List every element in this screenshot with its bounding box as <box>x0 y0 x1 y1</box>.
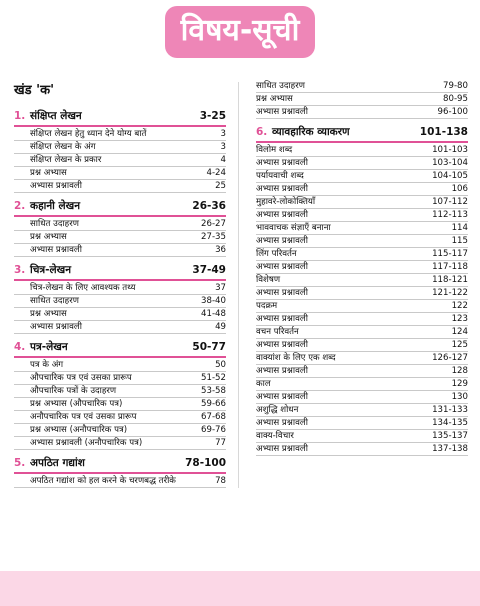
toc-entry-page: 131-133 <box>432 405 468 415</box>
toc-entry-text: अभ्यास प्रश्नावली <box>256 340 308 350</box>
toc-entry-text: अभ्यास प्रश्नावली <box>256 184 308 194</box>
toc-entry-page: 53-58 <box>201 386 226 396</box>
toc-row <box>256 248 468 261</box>
toc-entry-page: 41-48 <box>201 309 226 319</box>
toc-entry-text: औपचारिक पत्र एवं उसका प्रारूप <box>30 373 132 383</box>
section-heading <box>14 193 226 217</box>
toc-row <box>14 372 226 385</box>
toc-entry-page: 112-113 <box>432 210 468 220</box>
toc-entry-text: अभ्यास प्रश्नावली <box>256 158 308 168</box>
toc-entry-text: चित्र-लेखन के लिए आवश्यक तथ्य <box>30 283 136 293</box>
toc-entry-page: 103-104 <box>432 158 468 168</box>
toc-row <box>14 295 226 308</box>
toc-row <box>256 391 468 404</box>
toc-entry-page: 134-135 <box>432 418 468 428</box>
toc-entry-page: 80-95 <box>443 94 468 104</box>
toc-entry-text: संक्षिप्त लेखन के प्रकार <box>30 155 102 165</box>
toc-row <box>256 378 468 391</box>
toc-entry-page: 118-121 <box>432 275 468 285</box>
footer-band <box>0 571 480 606</box>
toc-entry-text: संक्षिप्त लेखन हेतु ध्यान देने योग्य बातें <box>30 129 147 139</box>
toc-entry-page: 125 <box>451 340 468 350</box>
toc-entry-page: 4-24 <box>206 168 226 178</box>
toc-row <box>14 282 226 295</box>
toc-entry-page: 36 <box>215 245 226 255</box>
toc-entry-page: 26-27 <box>201 219 226 229</box>
toc-entry-text: औपचारिक पत्रों के उदाहरण <box>30 386 117 396</box>
toc-row <box>14 308 226 321</box>
section-title: संक्षिप्त लेखन <box>30 110 82 122</box>
toc-row <box>14 128 226 141</box>
toc-row <box>14 385 226 398</box>
section-heading <box>14 257 226 281</box>
toc-row <box>14 154 226 167</box>
section-number: 2. <box>14 200 26 212</box>
toc-row <box>256 430 468 443</box>
title-area <box>0 6 480 58</box>
toc-entry-text: अभ्यास प्रश्नावली <box>30 245 82 255</box>
toc-entry-text: अभ्यास प्रश्नावली <box>256 444 308 454</box>
toc-row <box>256 339 468 352</box>
toc-entry-text: प्रश्न अभ्यास <box>30 309 67 319</box>
toc-entry-text: पत्र के अंग <box>30 360 64 370</box>
section-number: 6. <box>256 126 268 138</box>
section-heading <box>256 119 468 143</box>
section-pages: 101-138 <box>419 126 468 138</box>
section-pages: 3-25 <box>199 110 226 122</box>
toc-entry-text: विशेषण <box>256 275 281 285</box>
toc-entry-page: 77 <box>215 438 226 448</box>
toc-row <box>256 80 468 93</box>
toc-entry-page: 129 <box>451 379 468 389</box>
section-number: 1. <box>14 110 26 122</box>
toc-row <box>14 167 226 180</box>
toc-entry-page: 124 <box>451 327 468 337</box>
toc-row <box>14 359 226 372</box>
toc-row <box>256 209 468 222</box>
toc-entry-page: 3 <box>220 142 226 152</box>
toc-entry-text: अनौपचारिक पत्र एवं उसका प्रारूप <box>30 412 137 422</box>
toc-entry-page: 4 <box>220 155 226 165</box>
toc-entry-text: अभ्यास प्रश्नावली <box>256 392 308 402</box>
toc-entry-text: काल <box>256 379 271 389</box>
toc-entry-text: प्रश्न अभ्यास (अनौपचारिक पत्र) <box>30 425 128 435</box>
section-number: 3. <box>14 264 26 276</box>
toc-row <box>256 274 468 287</box>
section-pages: 78-100 <box>185 457 226 469</box>
toc-row <box>256 144 468 157</box>
section-title: पत्र-लेखन <box>30 341 68 353</box>
toc-entry-text: वचन परिवर्तन <box>256 327 299 337</box>
toc-row <box>256 365 468 378</box>
toc-entry-text: अशुद्धि शोधन <box>256 405 299 415</box>
toc-row <box>14 218 226 231</box>
toc-entry-text: साधित उदाहरण <box>30 219 79 229</box>
toc-entry-page: 50 <box>215 360 226 370</box>
toc-row <box>256 287 468 300</box>
toc-entry-text: पदक्रम <box>256 301 278 311</box>
toc-row <box>14 475 226 488</box>
toc-row <box>256 261 468 274</box>
toc-entry-page: 107-112 <box>432 197 468 207</box>
page-title: विषय-सूची <box>165 6 316 58</box>
toc-entry-text: वाक्य-विचार <box>256 431 294 441</box>
section-title: व्यावहारिक व्याकरण <box>272 126 350 138</box>
toc-row <box>14 398 226 411</box>
section-pages: 26-36 <box>192 200 226 212</box>
toc-entry-page: 135-137 <box>432 431 468 441</box>
toc-row <box>256 235 468 248</box>
toc-entry-page: 101-103 <box>432 145 468 155</box>
toc-entry-page: 59-66 <box>201 399 226 409</box>
section-pages: 37-49 <box>192 264 226 276</box>
column-divider <box>238 82 239 488</box>
toc-entry-page: 104-105 <box>432 171 468 181</box>
toc-row <box>14 141 226 154</box>
toc-entry-page: 128 <box>451 366 468 376</box>
toc-row <box>256 170 468 183</box>
toc-entry-text: प्रश्न अभ्यास <box>30 232 67 242</box>
toc-entry-page: 137-138 <box>432 444 468 454</box>
toc-entry-text: अभ्यास प्रश्नावली <box>256 418 308 428</box>
toc-row <box>14 321 226 334</box>
toc-row <box>14 411 226 424</box>
toc-row <box>256 183 468 196</box>
toc-entry-page: 121-122 <box>432 288 468 298</box>
section-heading <box>14 103 226 127</box>
toc-entry-text: अभ्यास प्रश्नावली <box>30 181 82 191</box>
toc-row <box>256 93 468 106</box>
toc-entry-page: 106 <box>451 184 468 194</box>
toc-entry-text: पर्यायवाची शब्द <box>256 171 304 181</box>
toc-entry-text: अभ्यास प्रश्नावली <box>256 314 308 324</box>
right-column <box>256 80 468 456</box>
toc-entry-text: अभ्यास प्रश्नावली <box>256 262 308 272</box>
toc-entry-text: संक्षिप्त लेखन के अंग <box>30 142 96 152</box>
toc-entry-page: 67-68 <box>201 412 226 422</box>
toc-entry-page: 69-76 <box>201 425 226 435</box>
toc-entry-page: 3 <box>220 129 226 139</box>
toc-entry-text: विलोम शब्द <box>256 145 293 155</box>
toc-entry-page: 79-80 <box>443 81 468 91</box>
toc-row <box>256 417 468 430</box>
toc-entry-text: प्रश्न अभ्यास (औपचारिक पत्र) <box>30 399 123 409</box>
toc-entry-page: 115-117 <box>432 249 468 259</box>
toc-entry-text: साधित उदाहरण <box>30 296 79 306</box>
toc-row <box>256 222 468 235</box>
toc-entry-text: अभ्यास प्रश्नावली <box>256 210 308 220</box>
toc-entry-page: 51-52 <box>201 373 226 383</box>
left-column <box>14 80 226 488</box>
toc-entry-text: प्रश्न अभ्यास <box>30 168 67 178</box>
toc-entry-page: 96-100 <box>437 107 468 117</box>
section-title: चित्र-लेखन <box>30 264 72 276</box>
section-heading <box>14 334 226 358</box>
toc-row <box>256 326 468 339</box>
toc-row <box>14 244 226 257</box>
toc-entry-page: 117-118 <box>432 262 468 272</box>
toc-row <box>256 404 468 417</box>
toc-row <box>14 231 226 244</box>
toc-row <box>256 157 468 170</box>
section-title: अपठित गद्यांश <box>30 457 85 469</box>
toc-entry-text: अभ्यास प्रश्नावली <box>30 322 82 332</box>
toc-entry-text: अभ्यास प्रश्नावली <box>256 236 308 246</box>
toc-row <box>14 180 226 193</box>
toc-entry-text: अपठित गद्यांश को हल करने के चरणबद्ध तरीके <box>30 476 176 486</box>
toc-entry-page: 130 <box>451 392 468 402</box>
toc-entry-page: 78 <box>215 476 226 486</box>
toc-entry-page: 27-35 <box>201 232 226 242</box>
toc-entry-text: भाववाचक संज्ञाएँ बनाना <box>256 223 331 233</box>
toc-entry-page: 126-127 <box>432 353 468 363</box>
toc-row <box>256 443 468 456</box>
toc-row <box>14 437 226 450</box>
toc-entry-text: मुहावरे-लोकोक्तियाँ <box>256 197 316 207</box>
toc-row <box>256 300 468 313</box>
toc-entry-page: 25 <box>215 181 226 191</box>
section-number: 5. <box>14 457 26 469</box>
toc-row <box>256 106 468 119</box>
toc-entry-text: अभ्यास प्रश्नावली <box>256 107 308 117</box>
section-heading <box>14 450 226 474</box>
toc-entry-page: 38-40 <box>201 296 226 306</box>
toc-entry-page: 123 <box>451 314 468 324</box>
toc-row <box>256 352 468 365</box>
toc-entry-page: 49 <box>215 322 226 332</box>
section-number: 4. <box>14 341 26 353</box>
toc-entry-text: साधित उदाहरण <box>256 81 305 91</box>
toc-entry-page: 122 <box>451 301 468 311</box>
section-pages: 50-77 <box>192 341 226 353</box>
khand-heading: खंड 'क' <box>14 83 55 98</box>
toc-entry-page: 37 <box>215 283 226 293</box>
toc-entry-text: अभ्यास प्रश्नावली <box>256 366 308 376</box>
toc-entry-text: अभ्यास प्रश्नावली (अनौपचारिक पत्र) <box>30 438 143 448</box>
toc-row <box>256 313 468 326</box>
toc-entry-text: लिंग परिवर्तन <box>256 249 297 259</box>
toc-row <box>256 196 468 209</box>
toc-entry-page: 114 <box>451 223 468 233</box>
toc-entry-text: वाक्यांश के लिए एक शब्द <box>256 353 336 363</box>
toc-entry-text: प्रश्न अभ्यास <box>256 94 293 104</box>
section-title: कहानी लेखन <box>30 200 81 212</box>
toc-entry-text: अभ्यास प्रश्नावली <box>256 288 308 298</box>
toc-entry-page: 115 <box>451 236 468 246</box>
toc-row <box>14 424 226 437</box>
